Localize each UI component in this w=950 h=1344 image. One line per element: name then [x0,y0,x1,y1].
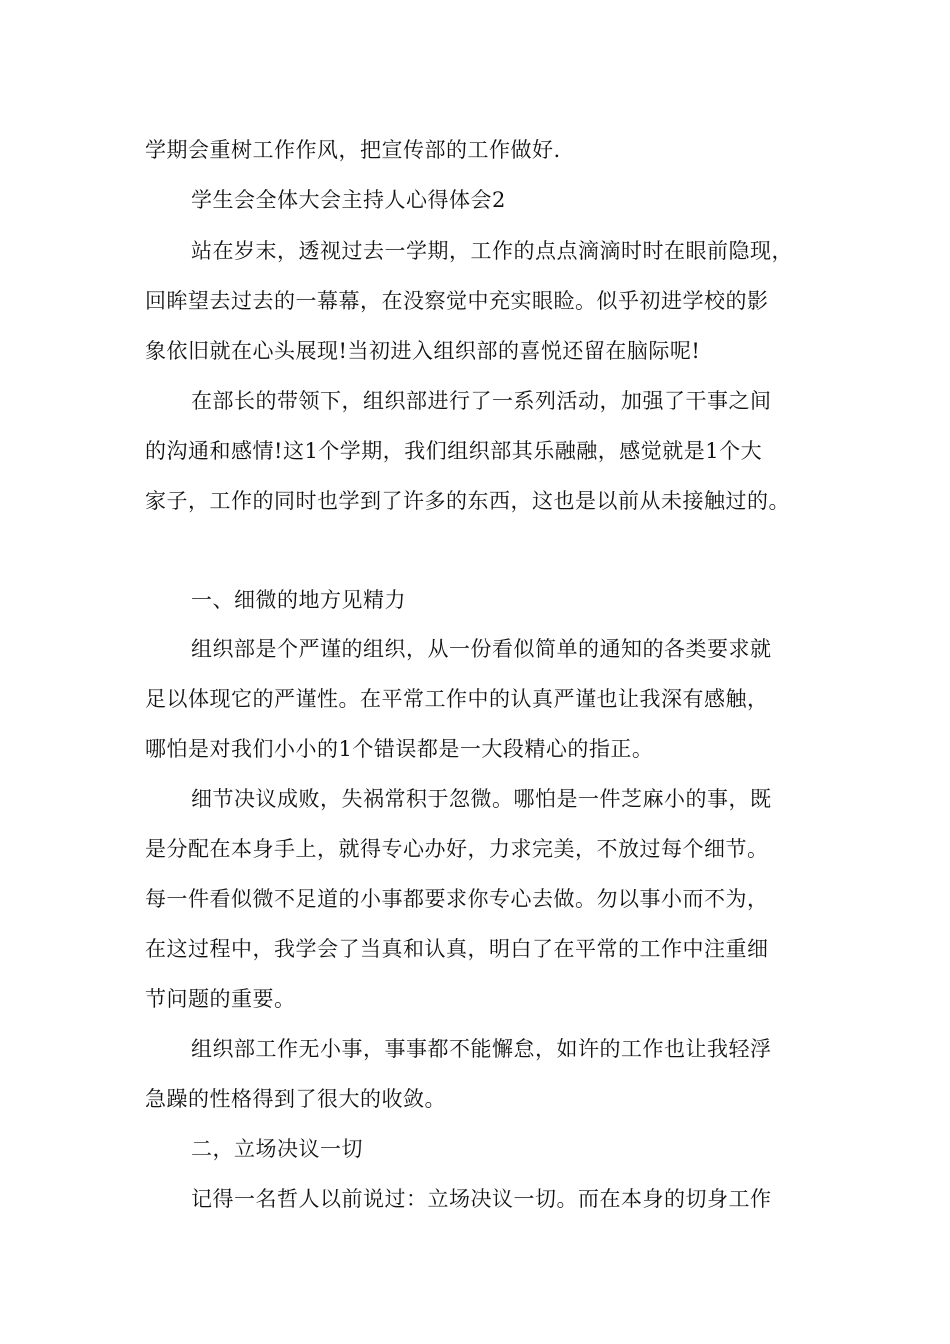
section-title: 学生会全体大会主持人心得体会2 [191,188,506,212]
text-line: 站在岁末，透视过去一学期，工作的点点滴滴时时在眼前隐现， [191,239,793,263]
text-line: 足以体现它的严谨性。在平常工作中的认真严谨也让我深有感触， [145,687,769,711]
text-line: 回眸望去过去的一幕幕，在没察觉中充实眼睑。似乎初进学校的影 [145,289,769,313]
text-line: 记得一名哲人以前说过：立场决议一切。而在本身的切身工作 [191,1187,772,1211]
section-heading: 一、细微的地方见精力 [191,588,406,612]
text-line: 组织部工作无小事，事事都不能懈怠，如许的工作也让我轻浮 [191,1037,772,1061]
text-line: 每一件看似微不足道的小事都要求你专心去做。勿以事小而不为， [145,887,769,911]
section-heading: 二，立场决议一切 [191,1137,363,1161]
text-line: 的沟通和感情!这1个学期，我们组织部其乐融融，感觉就是1个大 [145,439,763,463]
text-line: 节问题的重要。 [145,987,296,1011]
text-line: 学期会重树工作作风，把宣传部的工作做好. [145,138,561,162]
text-line: 组织部是个严谨的组织，从一份看似简单的通知的各类要求就 [191,637,772,661]
text-line: 在这过程中，我学会了当真和认真，明白了在平常的工作中注重细 [145,937,769,961]
text-line: 是分配在本身手上，就得专心办好，力求完美，不放过每个细节。 [145,837,769,861]
text-line: 家子，工作的同时也学到了许多的东西，这也是以前从未接触过的。 [145,489,790,513]
text-line: 细节决议成败，失祸常积于忽微。哪怕是一件芝麻小的事，既 [191,787,772,811]
text-line: 象依旧就在心头展现!当初进入组织部的喜悦还留在脑际呢! [145,339,701,363]
text-line: 在部长的带领下，组织部进行了一系列活动，加强了干事之间 [191,389,772,413]
text-line: 哪怕是对我们小小的1个错误都是一大段精心的指正。 [145,737,654,761]
text-line: 急躁的性格得到了很大的收敛。 [145,1087,446,1111]
